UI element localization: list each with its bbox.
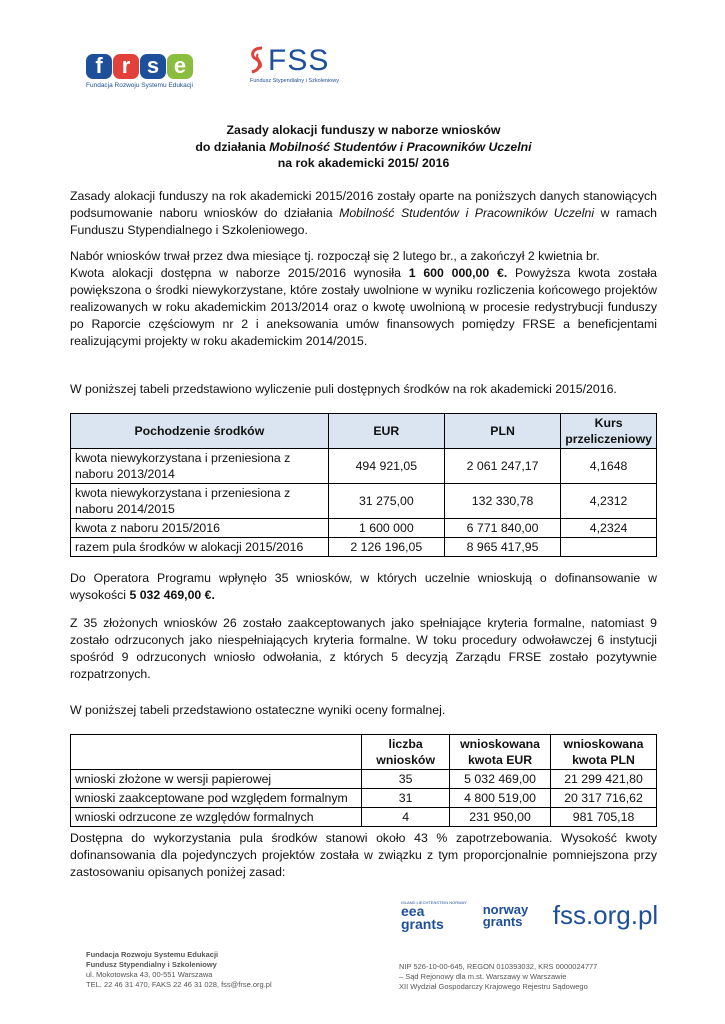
frse-logo-tagline: Fundacja Rozwoju Systemu Edukacji [86,82,193,89]
table1-intro [70,381,657,398]
table-cell: 21 299 421,80 [551,770,657,789]
table-cell: 6 771 840,00 [444,519,560,538]
fss-swirl-icon [246,44,268,78]
table-row [71,519,657,538]
table-header-cell: Kurs przeliczeniowy [561,414,657,449]
applications-text: Do Operatora Programu wpłynęło 35 wniosków, w których uczelnie wnioskują o dofinansowanie w wysokości [70,571,657,602]
title-line-2 [70,139,657,156]
intro-paragraph [70,188,657,239]
table-header-cell [71,735,362,770]
footer-line: Fundacja Rozwoju Systemu Edukacji [86,950,219,959]
table-row [71,770,657,789]
recruitment-paragraph [70,248,657,350]
funder-logos [401,900,658,931]
footer-line: – Sąd Rejonowy dla m.st. Warszawy w Warszawie [399,972,567,981]
intro-text-end: w ramach Funduszu Stypendialnego i Szkoleniowego. [70,206,657,237]
table-header-cell: wnioskowana kwota EUR [450,735,551,770]
evaluation-text: Z 35 złożonych wniosków 26 zostało zaakceptowanych jako spełniające kryteria formalne, natomiast 9 zostało odrzuconych jako niespełniających kryteria formalne. W toku procedury odwoławczej 6 instytucji spośród 9 odrzuconych wniosło odwołania, z których 5 decyzją Zarządu FRSE zostało pozytywnie rozpatrzonych. [70,616,657,681]
table-cell: 31 275,00 [328,484,444,519]
table-cell: 4,1648 [561,449,657,484]
header-logos [86,44,725,104]
table-cell [561,538,657,557]
table-row [71,808,657,827]
eea-small-text: ISLAND LIECHTENSTEIN NORWAY [401,900,467,905]
table-cell: kwota niewykorzystana i przeniesiona z naboru 2013/2014 [71,449,329,484]
table-cell: 31 [362,789,450,808]
fss-logo [246,44,366,84]
title-line-2-italic: Mobilność Studentów i Pracowników Uczelni [269,139,532,154]
footer [86,890,685,1000]
frse-letter-f: f [86,54,112,79]
table-cell: 2 126 196,05 [328,538,444,557]
funds-table [70,413,657,557]
footer-line: Fundusz Stypendialny i Szkoleniowy [86,960,217,969]
footer-line: TEL. 22 46 31 470, FAKS 22 46 31 028, fss@frse.org.pl [86,980,272,989]
footer-line: ul. Mokotowska 43, 00-551 Warszawa [86,970,213,979]
table2-intro [70,702,657,719]
conclusion-paragraph [70,830,657,881]
site-url[interactable]: fss.org.pl [552,900,659,930]
table-header-cell: Pochodzenie środków [71,414,329,449]
table-cell: 1 600 000 [328,519,444,538]
table2-intro-text: W poniższej tabeli przedstawiono ostateczne wyniki oceny formalnej. [70,703,446,717]
table-cell: wnioski zaakceptowane pod względem formalnym [71,789,362,808]
fss-logo-tagline: Fundusz Stypendialny i Szkoleniowy [250,78,339,84]
footer-line: NIP 526-10-00-645, REGON 010393032, KRS 0000024777 [399,962,598,971]
table-cell: 4,2312 [561,484,657,519]
recruitment-dates: Nabór wniosków trwał przez dwa miesiące tj. rozpoczął się 2 lutego br., a zakończył 2 kwietnia br. [70,249,600,263]
table-row [71,789,657,808]
norway-label: norway grants [482,901,529,929]
table-cell: 494 921,05 [328,449,444,484]
table-header-cell: EUR [328,414,444,449]
footer-line: XII Wydział Gospodarczy Krajowego Rejestru Sądowego [399,982,588,991]
title-line-2-prefix: do działania [195,139,270,154]
results-table [70,734,657,827]
table-header-cell: liczba wniosków [362,735,450,770]
table-cell: 35 [362,770,450,789]
eea-label: eea grants [401,903,444,932]
frse-letter-r: r [113,54,139,79]
table-header-cell: wnioskowana kwota PLN [551,735,657,770]
frse-logo [86,54,196,89]
title-line-3: na rok akademicki 2015/ 2016 [277,156,450,170]
document-title [70,122,657,172]
applications-paragraph [70,570,657,604]
table-row [71,484,657,519]
table-cell: kwota niewykorzystana i przeniesiona z naboru 2014/2015 [71,484,329,519]
table-cell: 231 950,00 [450,808,551,827]
table-row [71,538,657,557]
table-cell: 4 [362,808,450,827]
table1-intro-text: W poniższej tabeli przedstawiono wyliczenie puli dostępnych środków na rok akademicki 2015/2016. [70,382,617,396]
footer-address-left [86,950,272,990]
table-cell: 132 330,78 [444,484,560,519]
table-header-cell: PLN [444,414,560,449]
title-line-1: Zasady alokacji funduszy w naborze wniosków [226,123,501,137]
table-cell: 5 032 469,00 [450,770,551,789]
fss-logo-text: FSS [268,44,330,77]
table-header-row [71,735,657,770]
results-table-wrapper [70,734,657,827]
table-cell: 4,2324 [561,519,657,538]
table-header-row [71,414,657,449]
table-cell: wnioski odrzucone ze względów formalnych [71,808,362,827]
table-cell: kwota z naboru 2015/2016 [71,519,329,538]
allocation-rest: Powyższa kwota została powiększona o środki niewykorzystane, które zostały uwolnione w wyniku rozliczenia końcowego projektów realizowanych w roku akademickim 2013/2014 oraz o kwotę uwolnioną w procesie redystrybucji funduszy po Raporcie częściowym nr 2 i aneksowania umów finansowych pomiędzy FRSE a beneficjentami realizującymi projekty w roku akademickim 2014/2015. [70,266,657,348]
frse-letter-s: s [140,54,166,79]
allocation-prefix: Kwota alokacji dostępna w naborze 2015/2016 wynosiła [70,266,409,280]
allocation-amount: 1 600 000,00 €. [408,266,508,280]
frse-logo-letters [86,54,196,79]
footer-address-right [399,962,597,992]
evaluation-paragraph [70,615,657,683]
intro-italic: Mobilność Studentów i Pracowników Uczelni [339,206,595,220]
table-cell: 20 317 716,62 [551,789,657,808]
applications-amount: 5 032 469,00 €. [129,588,215,602]
frse-letter-e: e [167,54,193,79]
norway-grants-logo [482,901,531,929]
table-cell: 981 705,18 [551,808,657,827]
funds-table-wrapper [70,413,657,557]
table-cell: 2 061 247,17 [444,449,560,484]
intro-text: Zasady alokacji funduszy na rok akademicki 2015/2016 zostały oparte na poniższych danych stanowiących podsumowanie naboru wniosków do działania [70,189,657,220]
table-cell: razem pula środków w alokacji 2015/2016 [71,538,329,557]
table-cell: wnioski złożone w wersji papierowej [71,770,362,789]
table-row [71,449,657,484]
table-cell: 4 800 519,00 [450,789,551,808]
eea-grants-logo [401,900,467,931]
conclusion-text: Dostępna do wykorzystania pula środków stanowi około 43 % zapotrzebowania. Wysokość kwoty dofinansowania dla pojedynczych projektów została w związku z tym proporcjonalnie pomniejszona przy zastosowaniu opisanych poniżej zasad: [70,831,657,879]
table-cell: 8 965 417,95 [444,538,560,557]
